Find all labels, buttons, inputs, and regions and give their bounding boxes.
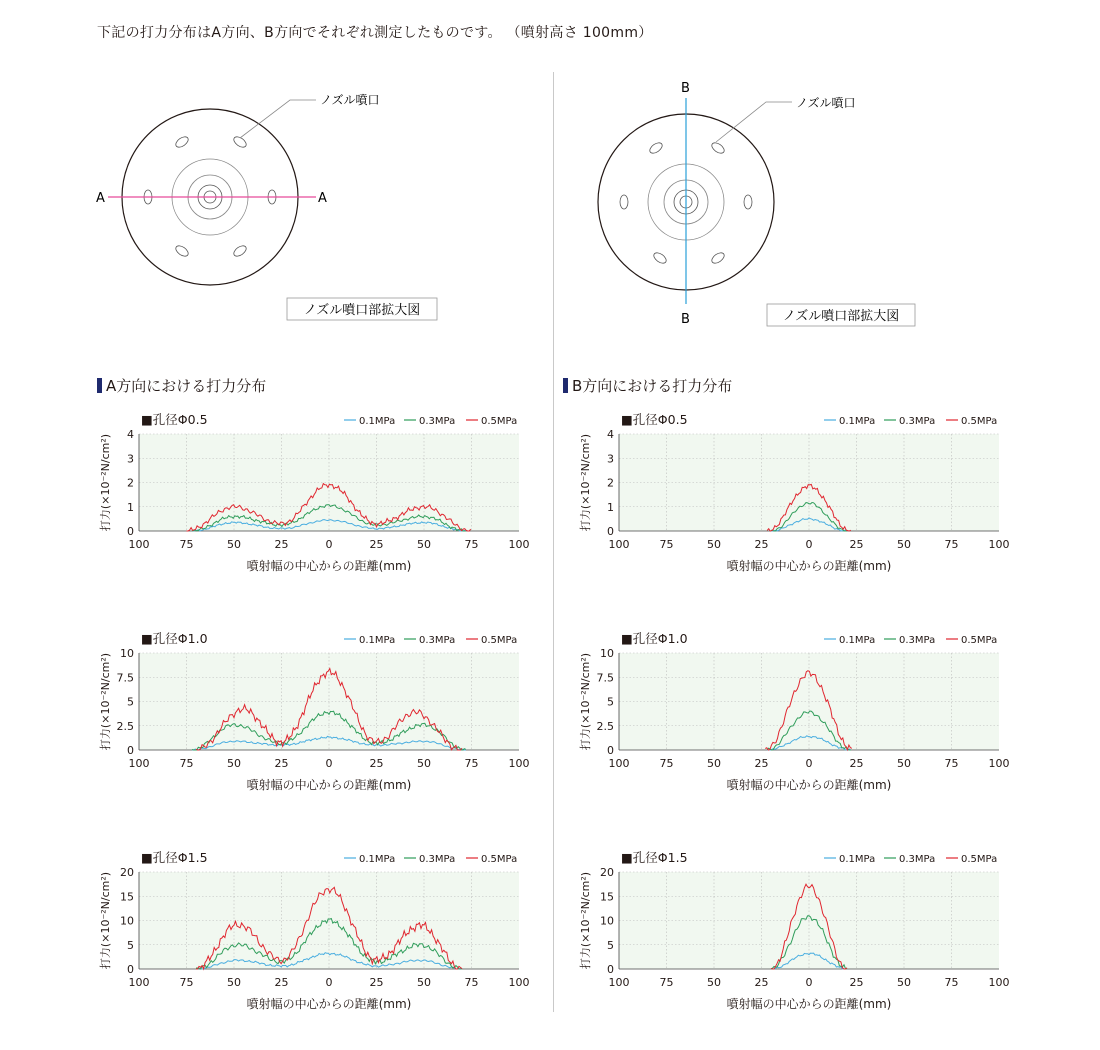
chart-a-phi15 [95,846,530,1026]
x-tick-label: 50 [417,757,431,770]
x-tick-label: 0 [325,757,333,770]
legend-label: 0.5MPa [961,635,998,646]
chart-svg [95,627,530,807]
y-tick-label: 4 [127,428,134,441]
y-tick-label: 0 [127,963,134,976]
nozzle-hole [652,251,668,266]
x-tick-label: 75 [179,976,194,989]
x-tick-label: 50 [707,976,721,989]
legend-label: 0.5MPa [481,416,518,427]
y-tick-label: 5 [607,938,614,952]
x-tick-label: 25 [274,538,289,551]
nozzle-hole [232,135,248,150]
y-tick-label: 3 [127,452,134,466]
x-tick-label: 100 [508,757,530,770]
chart-a-phi10 [95,627,530,807]
section-title-text: B方向における打力分布 [572,377,733,395]
x-tick-label: 0 [325,976,333,989]
x-tick-label: 50 [707,538,721,551]
y-axis-label: 打力(×10⁻²N/cm²) [579,871,592,970]
chart-title: ■孔径Φ1.5 [141,850,208,865]
section-marker [563,378,568,393]
chart-title: ■孔径Φ1.5 [621,850,688,865]
y-axis-label: 打力(×10⁻²N/cm²) [99,433,112,532]
x-tick-label: 0 [805,976,813,989]
x-tick-label: 25 [754,757,769,770]
column-divider [553,72,554,1012]
leader-line [716,102,792,142]
x-tick-label: 75 [464,538,479,551]
x-tick-label: 0 [805,757,813,770]
chart-title: ■孔径Φ1.0 [141,631,208,646]
x-tick-label: 50 [417,976,431,989]
x-tick-label: 0 [805,538,813,551]
y-tick-label: 7.5 [596,671,614,685]
chart-b-phi10 [575,627,1010,807]
nozzle-hole [710,141,726,156]
x-tick-label: 25 [849,976,864,989]
y-tick-label: 1 [607,500,614,514]
y-axis-label: 打力(×10⁻²N/cm²) [99,652,112,751]
nozzle-callout-label: ノズル噴口 [320,93,380,107]
chart-a-phi05 [95,408,530,588]
x-tick-label: 25 [849,757,864,770]
x-tick-label: 100 [128,976,150,989]
y-tick-label: 2.5 [596,719,614,733]
x-tick-label: 100 [608,538,630,551]
x-tick-label: 75 [179,757,194,770]
y-tick-label: 15 [120,890,134,904]
section-label-b-top: B [681,81,690,96]
x-tick-label: 100 [128,538,150,551]
section-title-text: A方向における打力分布 [106,377,267,395]
chart-svg [575,408,1010,588]
legend-label: 0.3MPa [899,416,936,427]
x-tick-label: 75 [464,976,479,989]
y-tick-label: 0 [127,525,134,538]
x-tick-label: 100 [508,538,530,551]
x-tick-label: 100 [608,976,630,989]
x-tick-label: 75 [659,976,674,989]
chart-svg [95,846,530,1026]
x-tick-label: 100 [988,538,1010,551]
x-tick-label: 50 [227,976,241,989]
legend-label: 0.1MPa [359,416,396,427]
section-title-a [97,375,266,396]
y-tick-label: 2 [607,476,614,490]
x-tick-label: 25 [369,976,384,989]
nozzle-hole [710,251,726,266]
y-tick-label: 5 [127,695,134,709]
y-tick-label: 5 [607,695,614,709]
y-axis-label: 打力(×10⁻²N/cm²) [579,652,592,751]
x-tick-label: 100 [988,757,1010,770]
section-label-b-bottom: B [681,312,690,327]
nozzle-callout-label: ノズル噴口 [796,96,856,110]
chart-b-phi15 [575,846,1010,1026]
x-tick-label: 25 [274,976,289,989]
x-tick-label: 100 [988,976,1010,989]
y-tick-label: 10 [120,914,134,928]
nozzle-hole [232,244,248,259]
x-tick-label: 100 [608,757,630,770]
legend-label: 0.3MPa [419,416,456,427]
section-marker [97,378,102,393]
y-tick-label: 10 [600,647,614,660]
x-axis-label: 噴射幅の中心からの距離(mm) [246,997,412,1011]
nozzle-diagram-b [560,70,940,330]
y-tick-label: 0 [127,744,134,757]
x-tick-label: 100 [508,976,530,989]
x-axis-label: 噴射幅の中心からの距離(mm) [246,559,412,573]
x-tick-label: 75 [659,757,674,770]
x-tick-label: 50 [227,757,241,770]
y-tick-label: 0 [607,744,614,757]
nozzle-diagram-a [80,70,460,330]
legend-label: 0.1MPa [839,854,876,865]
x-tick-label: 25 [369,538,384,551]
legend-label: 0.3MPa [899,854,936,865]
x-tick-label: 25 [849,538,864,551]
x-tick-label: 50 [417,538,431,551]
y-tick-label: 5 [127,938,134,952]
legend-label: 0.5MPa [961,416,998,427]
y-tick-label: 2 [127,476,134,490]
chart-svg [575,846,1010,1026]
nozzle-hole [648,141,664,156]
diagram-caption: ノズル噴口部拡大図 [782,309,900,324]
legend-label: 0.1MPa [359,854,396,865]
x-tick-label: 0 [325,538,333,551]
y-tick-label: 0 [607,525,614,538]
legend-label: 0.1MPa [359,635,396,646]
section-label-a-right: A [318,191,327,206]
x-tick-label: 25 [754,538,769,551]
x-tick-label: 75 [944,757,959,770]
y-tick-label: 15 [600,890,614,904]
x-axis-label: 噴射幅の中心からの距離(mm) [726,559,892,573]
nozzle-hole [174,135,190,150]
nozzle-hole [174,244,190,259]
y-tick-label: 10 [600,914,614,928]
chart-b-phi05 [575,408,1010,588]
legend-label: 0.3MPa [419,635,456,646]
x-tick-label: 75 [944,538,959,551]
y-axis-label: 打力(×10⁻²N/cm²) [99,871,112,970]
chart-svg [575,627,1010,807]
x-tick-label: 25 [369,757,384,770]
nozzle-hole [620,195,628,209]
y-tick-label: 10 [120,647,134,660]
diagram-caption: ノズル噴口部拡大図 [303,303,421,318]
x-tick-label: 75 [659,538,674,551]
section-label-a-left: A [96,191,105,206]
legend-label: 0.1MPa [839,416,876,427]
legend-label: 0.5MPa [961,854,998,865]
y-tick-label: 0 [607,963,614,976]
y-tick-label: 20 [120,866,134,879]
x-tick-label: 50 [227,538,241,551]
section-title-b [563,375,732,396]
x-tick-label: 75 [944,976,959,989]
y-tick-label: 20 [600,866,614,879]
x-tick-label: 50 [897,538,911,551]
x-tick-label: 50 [897,757,911,770]
legend-label: 0.5MPa [481,854,518,865]
x-tick-label: 25 [754,976,769,989]
chart-title: ■孔径Φ0.5 [141,412,208,427]
y-tick-label: 7.5 [116,671,134,685]
x-tick-label: 50 [897,976,911,989]
x-tick-label: 100 [128,757,150,770]
intro-text: 下記の打力分布はA方向、B方向でそれぞれ測定したものです。 （噴射高さ 100mm） [97,25,653,41]
legend-label: 0.5MPa [481,635,518,646]
y-axis-label: 打力(×10⁻²N/cm²) [579,433,592,532]
y-tick-label: 4 [607,428,614,441]
nozzle-hole [744,195,752,209]
x-axis-label: 噴射幅の中心からの距離(mm) [246,778,412,792]
legend-label: 0.3MPa [899,635,936,646]
x-tick-label: 25 [274,757,289,770]
chart-title: ■孔径Φ0.5 [621,412,688,427]
x-tick-label: 75 [179,538,194,551]
legend-label: 0.3MPa [419,854,456,865]
chart-svg [95,408,530,588]
x-axis-label: 噴射幅の中心からの距離(mm) [726,997,892,1011]
chart-title: ■孔径Φ1.0 [621,631,688,646]
y-tick-label: 1 [127,500,134,514]
x-tick-label: 50 [707,757,721,770]
legend-label: 0.1MPa [839,635,876,646]
x-tick-label: 75 [464,757,479,770]
x-axis-label: 噴射幅の中心からの距離(mm) [726,778,892,792]
y-tick-label: 3 [607,452,614,466]
y-tick-label: 2.5 [116,719,134,733]
